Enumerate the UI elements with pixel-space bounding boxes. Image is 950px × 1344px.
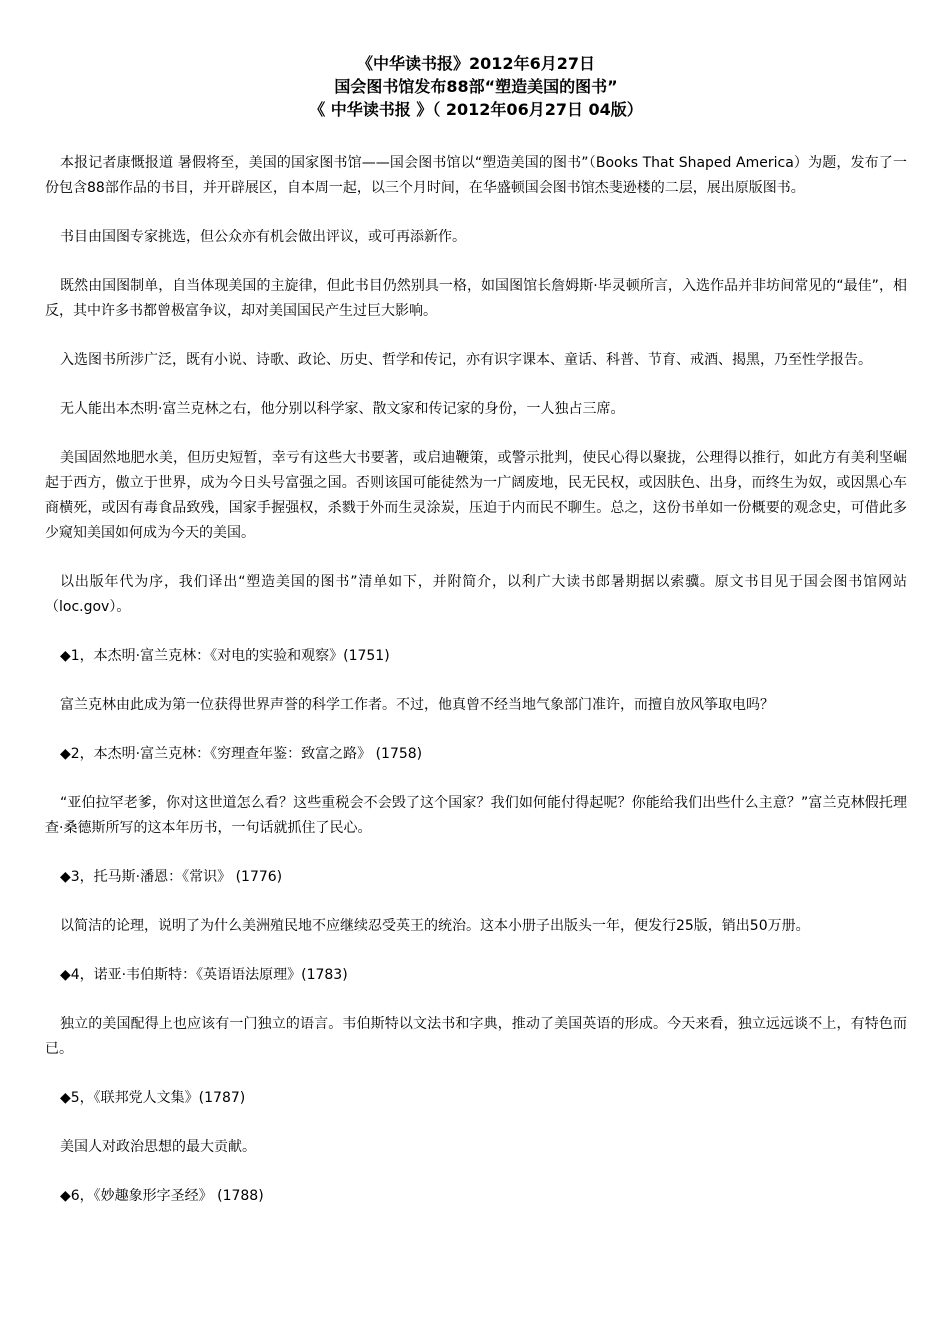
body-paragraph: 本报记者康慨报道 暑假将至，美国的国家图书馆——国会图书馆以“塑造美国的图书”（Books That Shaped America）为题，发布了一份包含88部作品的书目，并开辟展区，自本周一起，以三个月时间，在华盛顿国会图书馆杰斐逊楼的二层，展出原版图书。 xyxy=(45,155,907,196)
book-item-heading: ◆1，本杰明·富兰克林：《对电的实验和观察》(1751) xyxy=(60,648,390,664)
book-item-heading: ◆4，诺亚·韦伯斯特：《英语语法原理》(1783) xyxy=(60,967,348,983)
document-header xyxy=(45,52,907,121)
book-item-description: 独立的美国配得上也应该有一门独立的语言。韦伯斯特以文法书和字典，推动了美国英语的形成。今天来看，独立远远谈不上，有特色而已。 xyxy=(45,1016,907,1057)
book-item-heading: ◆2，本杰明·富兰克林：《穷理查年鉴：致富之路》 (1758) xyxy=(60,746,423,762)
body-paragraph: 既然由国图制单，自当体现美国的主旋律，但此书目仍然别具一格，如国图馆长詹姆斯·毕灵顿所言，入选作品并非坊间常见的“最佳”，相反，其中许多书都曾极富争议，却对美国国民产生过巨大影响。 xyxy=(45,278,907,319)
book-item-heading: ◆6，《妙趣象形字圣经》 (1788) xyxy=(60,1188,264,1204)
newspaper-title: 《中华读书报》2012年6月27日 xyxy=(357,54,595,73)
body-paragraph: 以出版年代为序，我们译出“塑造美国的图书”清单如下，并附简介，以利广大读书郎暑期据以索骥。原文书目见于国会图书馆网站（loc.gov）。 xyxy=(45,574,907,615)
document-page xyxy=(45,52,907,1233)
body-paragraph: 美国固然地肥水美，但历史短暂，幸亏有这些大书要著，或启迪鞭策，或警示批判，使民心得以聚拢，公理得以推行，如此方有美利坚崛起于西方，傲立于世界，成为今日头号富强之国。否则该国可能徒然为一广阔废地，民无民权，或因肤色、出身，而终生为奴，或因黑心车商横死，或因有毒食品致残，国家手握强权，杀戮于外而生灵涂炭，压迫于内而民不聊生。总之，这份书单如一份概要的观念史，可借此多少窥知美国如何成为今天的美国。 xyxy=(45,450,907,541)
body-paragraph: 无人能出本杰明·富兰克林之右，他分别以科学家、散文家和传记家的身份，一人独占三席。 xyxy=(60,401,625,417)
article-headline: 国会图书馆发布88部“塑造美国的图书” xyxy=(334,77,618,96)
book-item-description: “亚伯拉罕老爹，你对这世道怎么看？这些重税会不会毁了这个国家？我们如何能付得起呢？你能给我们出些什么主意？”富兰克林假托理查·桑德斯所写的这本年历书，一句话就抓住了民心。 xyxy=(45,795,907,836)
edition-line: 《 中华读书报 》（ 2012年06月27日 04版） xyxy=(309,100,643,119)
body-paragraph: 入选图书所涉广泛，既有小说、诗歌、政论、历史、哲学和传记，亦有识字课本、童话、科普、节育、戒酒、揭黑，乃至性学报告。 xyxy=(60,352,872,368)
book-item-heading: ◆3，托马斯·潘恩：《常识》 (1776) xyxy=(60,869,283,885)
body-paragraph: 书目由国图专家挑选，但公众亦有机会做出评议，或可再添新作。 xyxy=(60,229,466,245)
book-item-heading: ◆5，《联邦党人文集》(1787) xyxy=(60,1090,246,1106)
book-item-description: 美国人对政治思想的最大贡献。 xyxy=(60,1139,256,1155)
book-item-description: 富兰克林由此成为第一位获得世界声誉的科学工作者。不过，他真曾不经当地气象部门准许，而擅自放风筝取电吗？ xyxy=(60,697,774,713)
book-item-description: 以简洁的论理，说明了为什么美洲殖民地不应继续忍受英王的统治。这本小册子出版头一年，便发行25版，销出50万册。 xyxy=(60,918,810,934)
